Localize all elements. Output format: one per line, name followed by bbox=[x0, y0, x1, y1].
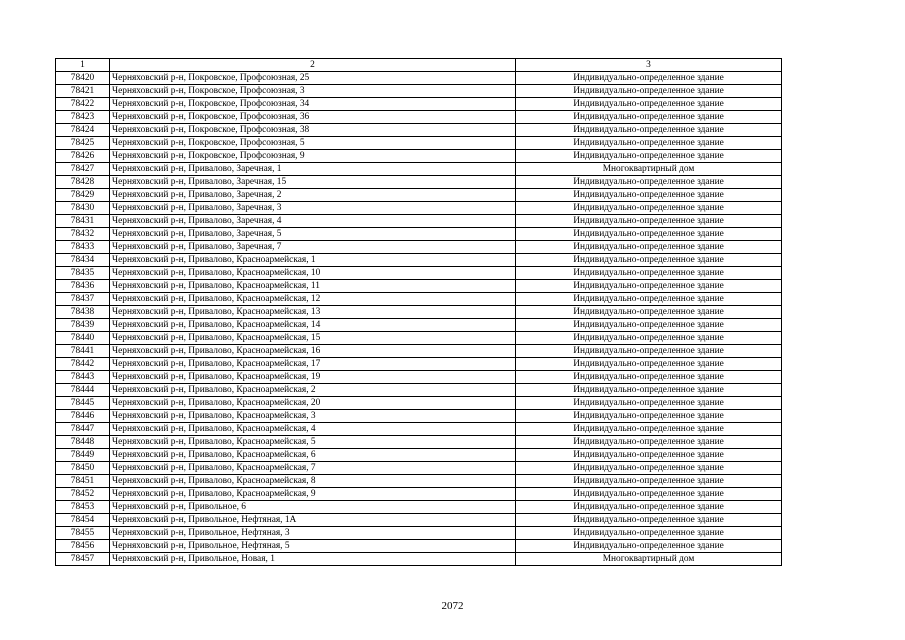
object-type-cell: Индивидуально-определенное здание bbox=[516, 124, 782, 137]
address-cell: Черняховский р-н, Покровское, Профсоюзная, 36 bbox=[110, 111, 516, 124]
table-row bbox=[56, 319, 782, 332]
row-number-cell: 78429 bbox=[56, 189, 110, 202]
table-row bbox=[56, 358, 782, 371]
row-number-cell: 78440 bbox=[56, 332, 110, 345]
table-row bbox=[56, 345, 782, 358]
object-type-cell: Индивидуально-определенное здание bbox=[516, 293, 782, 306]
table-row bbox=[56, 241, 782, 254]
object-type-cell: Индивидуально-определенное здание bbox=[516, 501, 782, 514]
table-row bbox=[56, 280, 782, 293]
object-type-cell: Индивидуально-определенное здание bbox=[516, 384, 782, 397]
row-number-cell: 78433 bbox=[56, 241, 110, 254]
row-number-cell: 78456 bbox=[56, 540, 110, 553]
object-type-cell: Многоквартирный дом bbox=[516, 553, 782, 566]
table-row bbox=[56, 514, 782, 527]
address-cell: Черняховский р-н, Привалово, Красноармейская, 9 bbox=[110, 488, 516, 501]
table-row bbox=[56, 384, 782, 397]
address-cell: Черняховский р-н, Покровское, Профсоюзная, 34 bbox=[110, 98, 516, 111]
address-cell: Черняховский р-н, Привольное, Новая, 1 bbox=[110, 553, 516, 566]
row-number-cell: 78450 bbox=[56, 462, 110, 475]
row-number-cell: 78442 bbox=[56, 358, 110, 371]
row-number-cell: 78454 bbox=[56, 514, 110, 527]
address-cell: Черняховский р-н, Привалово, Красноармейская, 17 bbox=[110, 358, 516, 371]
address-cell: Черняховский р-н, Привалово, Красноармейская, 4 bbox=[110, 423, 516, 436]
row-number-cell: 78449 bbox=[56, 449, 110, 462]
address-cell: Черняховский р-н, Привалово, Красноармейская, 12 bbox=[110, 293, 516, 306]
row-number-cell: 78426 bbox=[56, 150, 110, 163]
registry-table bbox=[55, 58, 782, 566]
object-type-cell: Индивидуально-определенное здание bbox=[516, 345, 782, 358]
address-cell: Черняховский р-н, Покровское, Профсоюзная, 38 bbox=[110, 124, 516, 137]
table-row bbox=[56, 488, 782, 501]
table-row bbox=[56, 293, 782, 306]
address-cell: Черняховский р-н, Привалово, Красноармейская, 2 bbox=[110, 384, 516, 397]
row-number-cell: 78423 bbox=[56, 111, 110, 124]
object-type-cell: Индивидуально-определенное здание bbox=[516, 462, 782, 475]
address-cell: Черняховский р-н, Привалово, Заречная, 7 bbox=[110, 241, 516, 254]
table-row bbox=[56, 189, 782, 202]
object-type-cell: Индивидуально-определенное здание bbox=[516, 137, 782, 150]
object-type-cell: Индивидуально-определенное здание bbox=[516, 397, 782, 410]
object-type-cell: Индивидуально-определенное здание bbox=[516, 358, 782, 371]
row-number-cell: 78427 bbox=[56, 163, 110, 176]
table-row bbox=[56, 306, 782, 319]
address-cell: Черняховский р-н, Привалово, Красноармейская, 20 bbox=[110, 397, 516, 410]
address-cell: Черняховский р-н, Привалово, Красноармейская, 14 bbox=[110, 319, 516, 332]
address-cell: Черняховский р-н, Привалово, Заречная, 1 bbox=[110, 163, 516, 176]
object-type-cell: Индивидуально-определенное здание bbox=[516, 410, 782, 423]
address-cell: Черняховский р-н, Привольное, Нефтяная, 1А bbox=[110, 514, 516, 527]
table-row bbox=[56, 85, 782, 98]
address-cell: Черняховский р-н, Привалово, Заречная, 3 bbox=[110, 202, 516, 215]
object-type-cell: Индивидуально-определенное здание bbox=[516, 111, 782, 124]
row-number-cell: 78446 bbox=[56, 410, 110, 423]
address-cell: Черняховский р-н, Покровское, Профсоюзная, 5 bbox=[110, 137, 516, 150]
object-type-cell: Индивидуально-определенное здание bbox=[516, 98, 782, 111]
table-row bbox=[56, 215, 782, 228]
table-row bbox=[56, 98, 782, 111]
address-cell: Черняховский р-н, Привольное, 6 bbox=[110, 501, 516, 514]
row-number-cell: 78447 bbox=[56, 423, 110, 436]
address-cell: Черняховский р-н, Привалово, Красноармейская, 15 bbox=[110, 332, 516, 345]
table-row bbox=[56, 501, 782, 514]
address-cell: Черняховский р-н, Покровское, Профсоюзная, 9 bbox=[110, 150, 516, 163]
object-type-cell: Индивидуально-определенное здание bbox=[516, 423, 782, 436]
address-cell: Черняховский р-н, Привалово, Красноармейская, 1 bbox=[110, 254, 516, 267]
object-type-cell: Индивидуально-определенное здание bbox=[516, 306, 782, 319]
table-row bbox=[56, 332, 782, 345]
table-row bbox=[56, 462, 782, 475]
row-number-cell: 78437 bbox=[56, 293, 110, 306]
object-type-cell: Индивидуально-определенное здание bbox=[516, 514, 782, 527]
table-row bbox=[56, 202, 782, 215]
table-row bbox=[56, 124, 782, 137]
object-type-cell: Индивидуально-определенное здание bbox=[516, 540, 782, 553]
object-type-cell: Индивидуально-определенное здание bbox=[516, 319, 782, 332]
row-number-cell: 78435 bbox=[56, 267, 110, 280]
object-type-cell: Индивидуально-определенное здание bbox=[516, 280, 782, 293]
row-number-cell: 78438 bbox=[56, 306, 110, 319]
object-type-cell: Индивидуально-определенное здание bbox=[516, 228, 782, 241]
object-type-cell: Индивидуально-определенное здание bbox=[516, 436, 782, 449]
column-header-2: 2 bbox=[110, 59, 516, 72]
row-number-cell: 78420 bbox=[56, 72, 110, 85]
object-type-cell: Индивидуально-определенное здание bbox=[516, 332, 782, 345]
address-cell: Черняховский р-н, Привалово, Красноармейская, 13 bbox=[110, 306, 516, 319]
column-header-3: 3 bbox=[516, 59, 782, 72]
table-row bbox=[56, 436, 782, 449]
address-cell: Черняховский р-н, Привалово, Красноармейская, 8 bbox=[110, 475, 516, 488]
table-row bbox=[56, 527, 782, 540]
row-number-cell: 78441 bbox=[56, 345, 110, 358]
table-row bbox=[56, 150, 782, 163]
address-cell: Черняховский р-н, Привалово, Красноармейская, 10 bbox=[110, 267, 516, 280]
row-number-cell: 78424 bbox=[56, 124, 110, 137]
table-row bbox=[56, 163, 782, 176]
address-cell: Черняховский р-н, Покровское, Профсоюзная, 3 bbox=[110, 85, 516, 98]
row-number-cell: 78428 bbox=[56, 176, 110, 189]
table-row bbox=[56, 397, 782, 410]
address-cell: Черняховский р-н, Привалово, Красноармейская, 5 bbox=[110, 436, 516, 449]
table-row bbox=[56, 111, 782, 124]
row-number-cell: 78434 bbox=[56, 254, 110, 267]
table-row bbox=[56, 553, 782, 566]
address-cell: Черняховский р-н, Привалово, Заречная, 2 bbox=[110, 189, 516, 202]
object-type-cell: Индивидуально-определенное здание bbox=[516, 202, 782, 215]
object-type-cell: Индивидуально-определенное здание bbox=[516, 475, 782, 488]
row-number-cell: 78439 bbox=[56, 319, 110, 332]
object-type-cell: Индивидуально-определенное здание bbox=[516, 150, 782, 163]
row-number-cell: 78422 bbox=[56, 98, 110, 111]
row-number-cell: 78444 bbox=[56, 384, 110, 397]
row-number-cell: 78443 bbox=[56, 371, 110, 384]
object-type-cell: Индивидуально-определенное здание bbox=[516, 254, 782, 267]
row-number-cell: 78457 bbox=[56, 553, 110, 566]
address-cell: Черняховский р-н, Привалово, Красноармейская, 16 bbox=[110, 345, 516, 358]
object-type-cell: Индивидуально-определенное здание bbox=[516, 241, 782, 254]
table-row bbox=[56, 410, 782, 423]
address-cell: Черняховский р-н, Привольное, Нефтяная, 5 bbox=[110, 540, 516, 553]
address-cell: Черняховский р-н, Привалово, Заречная, 15 bbox=[110, 176, 516, 189]
row-number-cell: 78421 bbox=[56, 85, 110, 98]
object-type-cell: Индивидуально-определенное здание bbox=[516, 371, 782, 384]
row-number-cell: 78448 bbox=[56, 436, 110, 449]
row-number-cell: 78455 bbox=[56, 527, 110, 540]
address-cell: Черняховский р-н, Привалово, Заречная, 5 bbox=[110, 228, 516, 241]
table-row bbox=[56, 228, 782, 241]
address-cell: Черняховский р-н, Привалово, Красноармейская, 11 bbox=[110, 280, 516, 293]
address-cell: Черняховский р-н, Привольное, Нефтяная, 3 bbox=[110, 527, 516, 540]
table-row bbox=[56, 267, 782, 280]
table-row bbox=[56, 371, 782, 384]
object-type-cell: Индивидуально-определенное здание bbox=[516, 267, 782, 280]
table-row bbox=[56, 423, 782, 436]
row-number-cell: 78436 bbox=[56, 280, 110, 293]
object-type-cell: Многоквартирный дом bbox=[516, 163, 782, 176]
table-row bbox=[56, 475, 782, 488]
header-row bbox=[56, 59, 782, 72]
address-cell: Черняховский р-н, Привалово, Заречная, 4 bbox=[110, 215, 516, 228]
object-type-cell: Индивидуально-определенное здание bbox=[516, 85, 782, 98]
object-type-cell: Индивидуально-определенное здание bbox=[516, 189, 782, 202]
column-header-1: 1 bbox=[56, 59, 110, 72]
address-cell: Черняховский р-н, Покровское, Профсоюзная, 25 bbox=[110, 72, 516, 85]
address-cell: Черняховский р-н, Привалово, Красноармейская, 19 bbox=[110, 371, 516, 384]
object-type-cell: Индивидуально-определенное здание bbox=[516, 449, 782, 462]
address-cell: Черняховский р-н, Привалово, Красноармейская, 3 bbox=[110, 410, 516, 423]
table-row bbox=[56, 137, 782, 150]
table-row bbox=[56, 254, 782, 267]
row-number-cell: 78451 bbox=[56, 475, 110, 488]
address-cell: Черняховский р-н, Привалово, Красноармейская, 7 bbox=[110, 462, 516, 475]
object-type-cell: Индивидуально-определенное здание bbox=[516, 176, 782, 189]
object-type-cell: Индивидуально-определенное здание bbox=[516, 527, 782, 540]
table-row bbox=[56, 449, 782, 462]
row-number-cell: 78431 bbox=[56, 215, 110, 228]
row-number-cell: 78430 bbox=[56, 202, 110, 215]
table-row bbox=[56, 540, 782, 553]
table-row bbox=[56, 72, 782, 85]
row-number-cell: 78425 bbox=[56, 137, 110, 150]
page-number: 2072 bbox=[441, 600, 464, 612]
address-cell: Черняховский р-н, Привалово, Красноармейская, 6 bbox=[110, 449, 516, 462]
row-number-cell: 78453 bbox=[56, 501, 110, 514]
object-type-cell: Индивидуально-определенное здание bbox=[516, 488, 782, 501]
row-number-cell: 78432 bbox=[56, 228, 110, 241]
object-type-cell: Индивидуально-определенное здание bbox=[516, 72, 782, 85]
object-type-cell: Индивидуально-определенное здание bbox=[516, 215, 782, 228]
row-number-cell: 78452 bbox=[56, 488, 110, 501]
row-number-cell: 78445 bbox=[56, 397, 110, 410]
table-row bbox=[56, 176, 782, 189]
